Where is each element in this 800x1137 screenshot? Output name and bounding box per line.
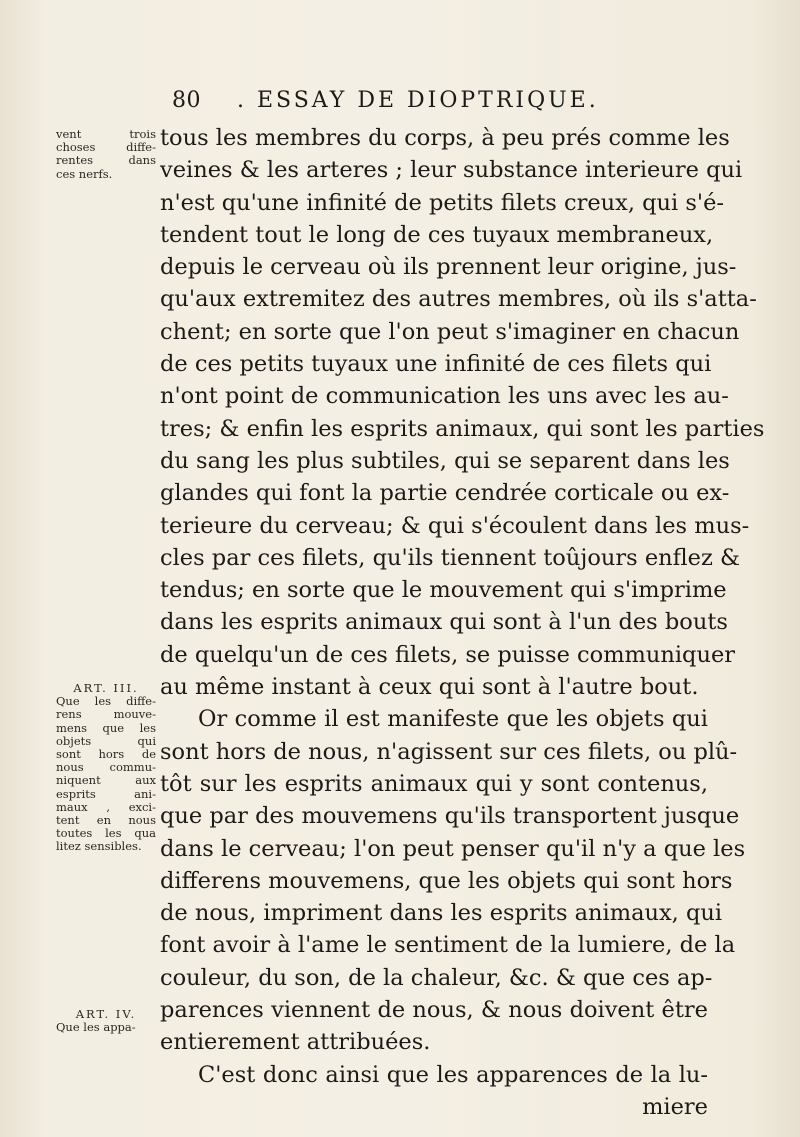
text-line: entierement attribuées. [160,1029,431,1056]
margin-note-art-4 [56,1008,156,1034]
margin-note-art-3 [56,682,156,854]
text-line: tres; & enfin les esprits animaux, qui sont les parties [160,415,765,442]
text-line: au même instant à ceux qui sont à l'autre bout. [160,674,699,701]
text-line: n'ont point de communication les uns avec les au- [160,383,729,410]
text-line: tendus; en sorte que le mouvement qui s'imprime [160,577,727,604]
text-line: parences viennent de nous, & nous doivent être [160,997,708,1024]
text-line: tôt sur les esprits animaux qui y sont contenus, [160,770,708,797]
margin-note-line: nous commu- [56,760,156,775]
text-line: terieure du cerveau; & qui s'écoulent dans les mus- [160,512,750,539]
margin-note-line: objets qui [56,733,156,748]
text-line: depuis le cerveau où ils prennent leur origine, jus- [160,254,737,281]
text-line: couleur, du son, de la chaleur, &c. & que ces ap- [160,964,713,991]
margin-note-line: tent en nous [56,813,156,828]
body-text [160,122,765,1123]
margin-note-line: sont hors de [56,747,156,762]
text-line: qu'aux extremitez des autres membres, où ils s'atta- [160,286,757,313]
text-line: font avoir à l'ame le sentiment de la lumiere, de la [160,932,736,959]
margin-note-line: rens mouve- [56,707,156,722]
margin-note-1 [56,128,156,181]
margin-note-line: ces nerfs. [56,166,113,181]
margin-note-heading: ART. IV. [75,1007,137,1021]
margin-note-line: esprits ani- [56,786,156,801]
margin-note-line: mens que les [56,720,156,735]
text-line: veines & les arteres ; leur substance interieure qui [160,157,743,184]
margin-note-line: vent trois [56,127,156,141]
margin-note-heading: ART. III. [73,681,139,695]
text-line: de ces petits tuyaux une infinité de ces filets qui [160,351,712,378]
margin-note-line: Que les diffe- [56,694,156,709]
margin-note-line: maux , exci- [56,799,156,814]
text-line: differens mouvemens, que les objets qui sont hors [160,867,733,894]
margin-note-line: rentes dans [56,153,156,168]
margin-note-line: toutes les qua [56,826,156,841]
text-line: tendent tout le long de ces tuyaux membraneux, [160,221,714,248]
text-line: du sang les plus subtiles, qui se separent dans les [160,447,730,474]
text-line: sont hors de nous, n'agissent sur ces filets, ou plû- [160,738,738,765]
margin-note-line: litez sensibles. [56,839,142,854]
text-line: chent; en sorte que l'on peut s'imaginer en chacun [160,318,740,345]
catchword: miere [642,1093,708,1120]
margin-note-line: choses diffe- [56,140,156,155]
paragraph-start-art-4: C'est donc ainsi que les apparences de la lu- [198,1061,708,1088]
text-line: n'est qu'une infinité de petits filets creux, qui s'é- [160,189,725,216]
margin-note-line: Que les appa- [56,1020,136,1035]
margin-note-line: niquent aux [56,773,156,788]
text-line: dans le cerveau; l'on peut penser qu'il n'y a que les [160,835,746,862]
page-number: 80 [172,88,201,113]
text-line: dans les esprits animaux qui sont à l'un des bouts [160,609,728,636]
text-line: que par des mouvemens qu'ils transportent jusque [160,803,740,830]
running-head [172,88,672,113]
text-line: de quelqu'un de ces filets, se puisse communiquer [160,641,736,668]
running-title: . ESSAY DE DIOPTRIQUE. [237,88,599,113]
text-line: cles par ces filets, qu'ils tiennent toûjours enflez & [160,544,740,571]
text-line: de nous, impriment dans les esprits animaux, qui [160,900,723,927]
paragraph-start-art-3: Or comme il est manifeste que les objets qui [198,706,708,733]
text-line: glandes qui font la partie cendrée corticale ou ex- [160,480,730,507]
text-line: tous les membres du corps, à peu prés comme les [160,125,730,151]
